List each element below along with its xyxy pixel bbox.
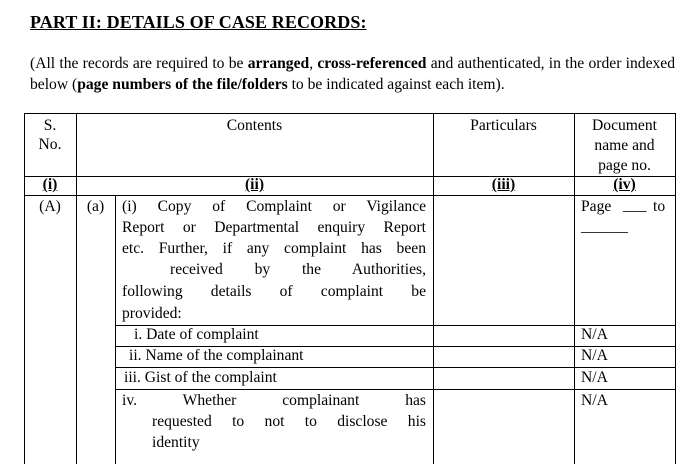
- header-document-line3: page no.: [598, 157, 651, 174]
- table-col-contents-divider: [433, 113, 434, 464]
- table-border-left: [24, 113, 25, 464]
- sub-item-iv-line1: iv. Whether complainant has: [122, 392, 426, 409]
- sub-item-iv-line3: identity: [152, 434, 200, 451]
- numeral-col-2: (ii): [244, 176, 265, 193]
- sub-item-iv-line2: requested to not to disclose his: [152, 413, 426, 430]
- row-a-doc-blank-2: ______: [581, 218, 628, 235]
- row-a-sub: (a): [86, 198, 105, 215]
- sub-item-name-doc: N/A: [581, 347, 608, 364]
- sub-item-iv-doc: N/A: [581, 392, 608, 409]
- table-border-right: [675, 113, 676, 464]
- numeral-col-3: (iii): [491, 176, 516, 193]
- table-col-sno-divider: [76, 113, 77, 464]
- header-contents: Contents: [226, 117, 283, 134]
- row-a-text-line6: provided:: [122, 305, 182, 322]
- sub-item-name: ii. Name of the complainant: [129, 347, 304, 364]
- row-a-doc-page: Page: [581, 198, 612, 215]
- header-document-line1: Document: [592, 117, 657, 134]
- intro-text-3: and authenticated, in the order indexed below (: [30, 55, 676, 93]
- page-heading: PART II: DETAILS OF CASE RECORDS:: [30, 12, 367, 32]
- sub-item-gist-doc: N/A: [581, 369, 608, 386]
- row-a-text-line2: Report or Departmental enquiry Report: [122, 219, 426, 236]
- sub-item-gist: iii. Gist of the complaint: [124, 369, 277, 386]
- numeral-col-1: (i): [42, 176, 58, 193]
- row-a-text-line3: etc. Further, if any complaint has been: [122, 240, 426, 257]
- intro-bold-cross-referenced: cross-referenced: [317, 55, 427, 72]
- row-a-doc-blank-1: ___: [623, 197, 647, 214]
- intro-bold-arranged: arranged: [247, 55, 310, 72]
- row-a-text-line1: (i) Copy of Complaint or Vigilance: [122, 198, 426, 215]
- sub-item-date: i. Date of complaint: [134, 326, 259, 343]
- numeral-col-4: (iv): [613, 176, 636, 193]
- row-a-doc-to: to: [653, 198, 666, 215]
- sub-item-date-doc: N/A: [581, 326, 608, 343]
- row-a-sno: (A): [39, 198, 61, 215]
- header-document-line2: name and: [594, 137, 655, 154]
- intro-text-2: ,: [309, 55, 318, 72]
- header-particulars: Particulars: [470, 117, 537, 134]
- table-border-top: [24, 113, 675, 114]
- header-sno-line1: S.: [43, 117, 57, 134]
- intro-text-1: (All the records are required to be: [30, 55, 248, 72]
- header-sno-line2: No.: [38, 136, 62, 153]
- intro-text-4: to be indicated against each item).: [287, 76, 505, 93]
- row-a-text-line5: following details of complaint be: [122, 283, 426, 300]
- intro-bold-page-numbers: page numbers of the file/folders: [77, 76, 288, 93]
- row-a-text-line4: received by the Authorities,: [170, 261, 426, 278]
- table-col-sub-divider: [115, 195, 116, 464]
